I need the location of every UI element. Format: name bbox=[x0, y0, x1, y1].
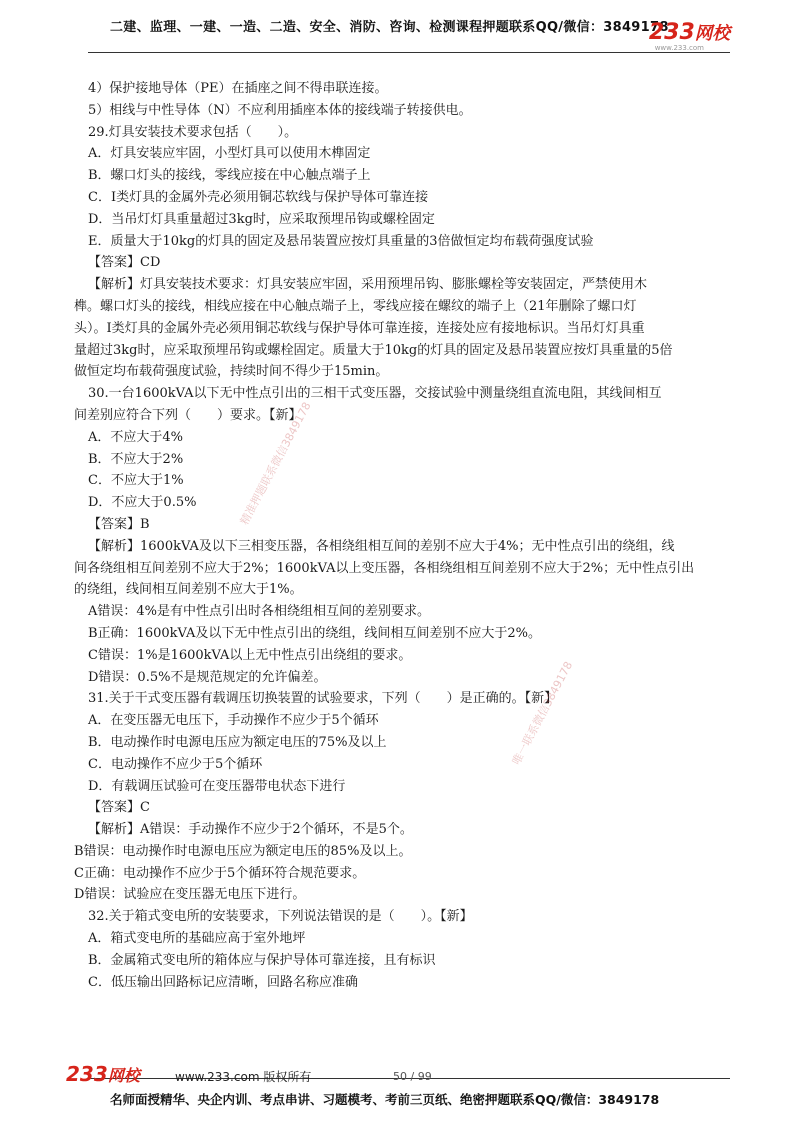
analysis-line: D错误：试验应在变压器无电压下进行。 bbox=[74, 887, 306, 903]
header-divider bbox=[88, 52, 730, 53]
answer-line: 【答案】C bbox=[88, 800, 150, 816]
analysis-line: B正确：1600kVA及以下无中性点引出的绕组，线间相互间差别不应大于2%。 bbox=[88, 625, 542, 641]
analysis-line: C错误：1%是1600kVA以上无中性点引出绕组的要求。 bbox=[88, 647, 412, 663]
footer-site-copyright: www.233.com 版权所有 bbox=[175, 1070, 312, 1084]
option-line: E．质量大于10kg的灯具的固定及悬吊装置应按灯具重量的3倍做恒定均布载荷强度试验 bbox=[88, 233, 594, 249]
text-line: 4）保护接地导体（PE）在插座之间不得串联连接。 bbox=[88, 81, 388, 96]
footer-banner-text: 名师面授精华、央企内训、考点串讲、习题模考、考前三页纸、绝密押题联系QQ/微信：3849178 bbox=[110, 1092, 660, 1107]
analysis-line: 榫。螺口灯头的接线，相线应接在中心触点端子上，零线应接在螺纹的端子上（21年删除了螺口灯 bbox=[74, 298, 637, 314]
option-line: C．不应大于1% bbox=[88, 473, 184, 489]
question-31: 31.关于干式变压器有载调压切换装置的试验要求，下列（ ）是正确的。【新】 bbox=[88, 691, 558, 707]
question-32: 32.关于箱式变电所的安装要求，下列说法错误的是（ ）。【新】 bbox=[88, 909, 473, 925]
analysis-line: 量超过3kg时，应采取预埋吊钩或螺栓固定。质量大于10kg的灯具的固定及悬吊装置应按灯具重量的5倍 bbox=[74, 342, 673, 358]
watermark-one: 精准押题联系微信3849178 bbox=[237, 399, 314, 528]
option-line: C．低压输出回路标记应清晰，回路名称应准确 bbox=[88, 974, 358, 990]
logo-word: 网校 bbox=[694, 24, 730, 44]
header-banner-text: 二建、监理、一建、一造、二造、安全、消防、咨询、检测课程押题联系QQ/微信：3849178 bbox=[110, 20, 669, 35]
option-line: A．灯具安装应牢固，小型灯具可以使用木榫固定 bbox=[88, 146, 371, 162]
analysis-line: 【解析】A错误：手动操作不应少于2个循环，不是5个。 bbox=[88, 822, 413, 838]
analysis-line: B错误：电动操作时电源电压应为额定电压的85%及以上。 bbox=[74, 843, 412, 859]
analysis-line: 【解析】灯具安装技术要求：灯具安装应牢固，采用预埋吊钩、膨胀螺栓等安装固定，严禁使用木 bbox=[88, 277, 648, 293]
option-line: B．电动操作时电源电压应为额定电压的75%及以上 bbox=[88, 734, 387, 750]
option-line: D．当吊灯灯具重量超过3kg时，应采取预埋吊钩或螺栓固定 bbox=[88, 211, 435, 227]
option-line: B．螺口灯头的接线，零线应接在中心触点端子上 bbox=[88, 168, 371, 184]
option-line: A．在变压器无电压下，手动操作不应少于5个循环 bbox=[88, 713, 379, 729]
logo-num: 233 bbox=[66, 1062, 108, 1086]
analysis-line: D错误：0.5%不是规范规定的允许偏差。 bbox=[88, 669, 327, 685]
text-line: 5）相线与中性导体（N）不应利用插座本体的接线端子转接供电。 bbox=[88, 102, 472, 118]
question-line: 间差别应符合下列（ ）要求。【新】 bbox=[74, 407, 302, 423]
option-line: D．有载调压试验可在变压器带电状态下进行 bbox=[88, 778, 346, 794]
answer-line: 【答案】CD bbox=[88, 255, 161, 271]
question-29: 29.灯具安装技术要求包括（ ）。 bbox=[88, 124, 298, 140]
option-line: A．箱式变电所的基础应高于室外地坪 bbox=[88, 931, 306, 947]
option-line: C．电动操作不应少于5个循环 bbox=[88, 756, 263, 772]
option-line: B．金属箱式变电所的箱体应与保护导体可靠连接，且有标识 bbox=[88, 952, 436, 968]
option-line: A．不应大于4% bbox=[88, 429, 184, 445]
logo-233-bottom bbox=[66, 1062, 140, 1086]
analysis-line: C正确：电动操作不应少于5个循环符合规范要求。 bbox=[74, 865, 366, 881]
analysis-line: 间各绕组相互间差别不应大于2%；1600kVA以上变压器，各相绕组相互间差别不应大于2%；无中性点引出 bbox=[74, 560, 695, 576]
logo-233-top bbox=[649, 20, 730, 45]
option-line: C．Ⅰ类灯具的金属外壳必须用铜芯软线与保护导体可靠连接 bbox=[88, 189, 429, 205]
analysis-line: 【解析】1600kVA及以下三相变压器，各相绕组相互间的差别不应大于4%；无中性点引出的绕组，线 bbox=[88, 538, 675, 554]
page-number: 50 / 99 bbox=[393, 1070, 432, 1083]
analysis-line: 头）。Ⅰ类灯具的金属外壳必须用铜芯软线与保护导体可靠连接，连接处应有接地标识。当吊灯灯具重 bbox=[74, 320, 645, 336]
option-line: B．不应大于2% bbox=[88, 451, 184, 467]
option-line: D．不应大于0.5% bbox=[88, 495, 197, 511]
answer-line: 【答案】B bbox=[88, 516, 150, 532]
watermark-two: 唯一联系微信3849178 bbox=[509, 659, 576, 768]
logo-word: 网校 bbox=[107, 1066, 140, 1085]
analysis-line: A错误：4%是有中性点引出时各相绕组相互间的差别要求。 bbox=[88, 604, 431, 620]
logo-num: 233 bbox=[648, 20, 695, 45]
document-body bbox=[74, 78, 724, 993]
logo-sub-url: www.233.com bbox=[654, 44, 704, 52]
question-30: 30.一台1600kVA以下无中性点引出的三相干式变压器，交接试验中测量绕组直流电阻，其线间相互 bbox=[88, 386, 662, 402]
analysis-line: 做恒定均布载荷强度试验，持续时间不得少于15min。 bbox=[74, 364, 389, 380]
analysis-line: 的绕组，线间相互间差别不应大于1%。 bbox=[74, 582, 303, 598]
